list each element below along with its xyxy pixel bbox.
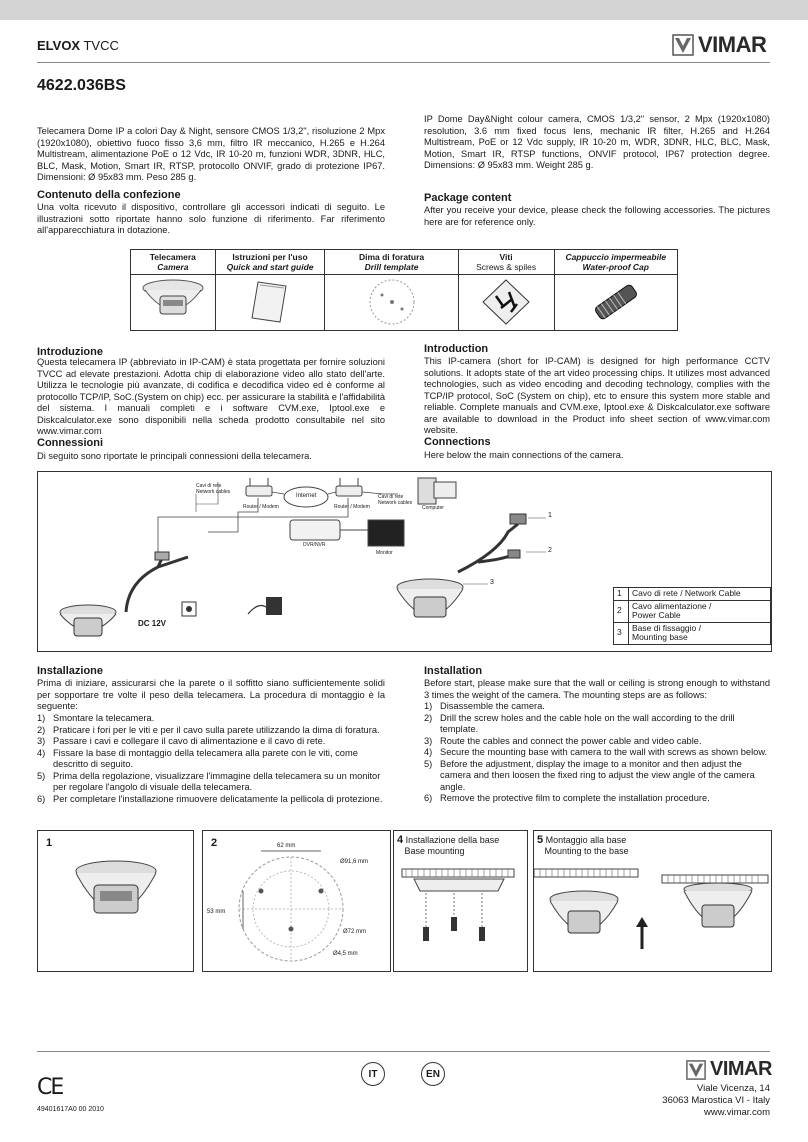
dim-72mm: Ø72 mm xyxy=(343,929,367,935)
acc-template-image xyxy=(325,275,458,331)
acc-template: Dima di foratura Drill template xyxy=(325,250,458,275)
product-code: 4622.036BS xyxy=(37,77,126,94)
brand-tvcc: TVCC xyxy=(80,38,119,53)
connection-diagram xyxy=(37,471,772,652)
legend-num-1: 1 xyxy=(614,588,629,601)
panel-1-number: 1 xyxy=(46,837,53,849)
en-description: IP Dome Day&Night colour camera, CMOS 1/3,2" sensor, 2 Mpx (1920x1080) resolution, 3.6 mm fixed focus lens, mechanic IR filter, H.265 and H.264 Multistream, PoE or 12 Vdc supply, IR 10-20 m, WDR, 3DNR, HLC, BLC, Mask, Motion, Smart IR, RTSP functions, ONVIF protocol, IP67 protection degree. Dimensions: Ø 95x83 mm. Weight 285 g. xyxy=(424,114,770,170)
lang-en-badge: EN xyxy=(421,1062,445,1086)
panel-4-caption: 4 Installazione della base Base mounting xyxy=(397,834,500,856)
en-contents-title: Package content xyxy=(424,192,512,204)
en-intro-text: This IP-camera (short for IP-CAM) is designed for high performance CCTV solutions. It adopts state of the art video processing chips. It utilizes most advanced technologies, such as video encoding and decoding technology, complies with the TCP/IP protocol, SoC (System on chip), etc to ensure this system more stable and reliable. Complete manuals and CVM.exe, Iptool.exe & Diskcalculator.exe software are available to download in the Product info sheet section of www.vimar.com website. xyxy=(424,356,770,435)
en-install-title: Installation xyxy=(424,665,483,677)
panel-2 xyxy=(202,830,391,972)
acc-cap: Cappuccio impermeabile Water-proof Cap xyxy=(554,250,677,275)
panel-4-drawing xyxy=(394,831,527,971)
en-conn-text: Here below the main connections of the camera. xyxy=(424,450,624,460)
diagram-callout-2: 2 xyxy=(548,547,552,554)
vimar-logo xyxy=(672,32,766,58)
it-description: Telecamera Dome IP a colori Day & Night, sensore CMOS 1/3,2", risoluzione 2 Mpx (1920x1080), obiettivo fuoco fisso 3,6 mm, filtro IR meccanico, H.265 e H.264 Multistream, alimentazione PoE o 12 Vdc, IR 10-20 m, funzioni WDR, 3DNR, HLC, BLC, Mask, Motion, Smart IR, RTSP, protocollo ONVIF, grado di protezione IP67. Dimensioni: Ø 95x83 mm. Peso 285 g. xyxy=(37,126,385,182)
en-step: 4) Secure the mounting base with camera to the wall with screws as shown below. xyxy=(424,747,768,757)
panel-5 xyxy=(533,830,772,972)
dim-91mm: Ø91,6 mm xyxy=(340,859,369,865)
dim-4-5mm: Ø4,5 mm xyxy=(333,951,358,957)
en-step: 3) Route the cables and connect the power cable and video cable. xyxy=(424,735,702,746)
it-step: 5) Prima della regolazione, visualizzare l'immagine della telecamera su un monitor per regolare l'angolo di visuale della telecamera. xyxy=(37,770,381,792)
diagram-callout-3: 3 xyxy=(490,579,494,586)
top-bar xyxy=(0,0,808,20)
panel-2-drawing xyxy=(203,831,390,971)
diagram-dc-label: DC 12V xyxy=(138,619,167,628)
footer-address xyxy=(662,1083,770,1119)
dim-53mm: 53 mm xyxy=(207,909,226,915)
en-install-intro: Before start, please make sure that the wall or ceiling is strong enough to withstand 3 times the weight of the camera. The mounting steps are as follows: xyxy=(424,678,770,700)
panel-1 xyxy=(37,830,194,972)
waterproof-cap-icon xyxy=(586,278,646,326)
footer-address-line2: 36063 Marostica VI - Italy xyxy=(662,1095,770,1106)
en-step: 6) Remove the protective film to complete the installation procedure. xyxy=(424,793,710,803)
diagram-cavi2-label: Cavi di rete Network cables xyxy=(378,494,413,506)
en-step: 2) Drill the screw holes and the cable hole on the wall according to the drill template. xyxy=(424,712,735,734)
it-contents-text: Una volta ricevuto il dispositivo, controllare gli accessori indicati di seguito. Le illustrazioni sotto riportate hanno solo funzione di riferimento. Far riferimento all'apparecchiatura in dotazione. xyxy=(37,202,385,235)
footer-address-line1: Viale Vicenza, 14 xyxy=(696,1083,770,1094)
camera-icon xyxy=(138,278,208,326)
it-step: 6) Per completare l'installazione rimuovere delicatamente la pellicola di protezione. xyxy=(37,793,383,804)
it-install-intro: Prima di iniziare, assicurarsi che la parete o il soffitto siano sufficientemente solidi per sopportare tre volte il peso della telecamera. La procedura di montaggio è la seguente: xyxy=(37,678,385,711)
panel-1-drawing xyxy=(38,831,193,971)
it-install-title: Installazione xyxy=(37,665,104,677)
legend-num-3: 3 xyxy=(614,622,629,644)
ce-mark: CE xyxy=(37,1075,63,1100)
footer-website-link[interactable]: www.vimar.com xyxy=(704,1107,770,1118)
diagram-callout-1: 1 xyxy=(548,512,552,519)
panel-2-number: 2 xyxy=(211,837,218,849)
diagram-router1-label: Router / Modem xyxy=(243,504,279,510)
acc-cap-image xyxy=(554,275,677,331)
it-step: 4) Fissare la base di montaggio della telecamera alla parete con le viti, come descritto di seguito. xyxy=(37,747,358,769)
footer-vimar-logo xyxy=(686,1058,772,1081)
panel-4 xyxy=(393,830,528,972)
accessories-table xyxy=(130,249,678,331)
it-step: 2) Praticare i fori per le viti e per il cavo sulla parete utilizzando la dima di foratura. xyxy=(37,724,380,735)
it-step: 3) Passare i cavi e collegare il cavo di alimentazione e il cavo di rete. xyxy=(37,736,326,746)
diagram-computer-label: Computer xyxy=(422,505,444,511)
acc-guide-image xyxy=(215,275,325,331)
it-step: 1) Smontare la telecamera. xyxy=(37,713,155,723)
lang-it-badge: IT xyxy=(361,1062,385,1086)
acc-camera-image xyxy=(131,275,216,331)
en-step: 1) Disassemble the camera. xyxy=(424,701,545,711)
acc-guide: Istruzioni per l'uso Quick and start guide xyxy=(215,250,325,275)
en-step: 5) Before the adjustment, display the image to a monitor and then adjust the camera and then loosen the fixed ring to adjust the view angle of the camera angle. xyxy=(424,758,755,792)
diagram-router2-label: Router / Modem xyxy=(334,504,370,510)
booklet-icon xyxy=(240,278,300,326)
diagram-monitor-label: Monitor xyxy=(376,550,393,556)
acc-camera: Telecamera Camera xyxy=(131,250,216,275)
it-conn-text: Di seguito sono riportate le principali connessioni della telecamera. xyxy=(37,451,312,461)
panel-5-caption: 5 Montaggio alla base Mounting to the base xyxy=(537,834,629,856)
en-conn-title: Connections xyxy=(424,436,491,448)
diagram-cavi-label: Cavi di rete Network cables xyxy=(196,483,231,495)
acc-screws-image xyxy=(458,275,554,331)
footer-vimar-logo-icon xyxy=(686,1060,706,1080)
footer-code: 49401617A0 00 2010 xyxy=(37,1106,104,1113)
legend-num-2: 2 xyxy=(614,600,629,622)
it-intro-text: Questa telecamera IP (abbreviato in IP-CAM) è stata progettata per fornire soluzioni TVCC ad elevate prestazioni. Adotta chip di elaborazione video allo stato dell'arte. Utilizza le tecnologie più avanzate, di codifica e decodifica video ed è conforme al protocollo TCP/IP, SoC.(System on chip) ecc. per assicurare la stabilità e l'affidabilità del sistema. I manuali completi e i software CVM.exe, Iptool.exe e Diskcalculator.exe sono disponibili nella scheda prodotto consultabile nel sito www.vimar.com xyxy=(37,357,385,436)
header-divider xyxy=(37,62,770,63)
drill-template-icon xyxy=(362,277,422,327)
diagram-internet-label: Internet xyxy=(296,493,317,499)
brand-line xyxy=(37,38,119,53)
acc-screws: Viti Screws & spiles xyxy=(458,250,554,275)
legend-label-1: Cavo di rete / Network Cable xyxy=(629,588,771,601)
en-contents-text: After you receive your device, please check the following accessories. The pictures here are for reference only. xyxy=(424,205,770,227)
screws-icon xyxy=(481,278,531,326)
it-conn-title: Connessioni xyxy=(37,437,104,449)
legend-label-3: Base di fissaggio / Mounting base xyxy=(629,622,771,644)
vimar-logo-icon xyxy=(672,34,694,56)
footer-vimar-logo-text: VIMAR xyxy=(710,1058,772,1080)
panel-5-drawing xyxy=(534,831,771,971)
footer-divider xyxy=(37,1051,770,1052)
en-intro-title: Introduction xyxy=(424,343,489,355)
brand-elvox: ELVOX xyxy=(37,38,81,53)
legend-label-2: Cavo alimentazione / Power Cable xyxy=(629,600,771,622)
it-contents-title: Contenuto della confezione xyxy=(37,189,181,201)
diagram-dvr-label: DVR/NVR xyxy=(303,542,326,548)
dim-62mm: 62 mm xyxy=(277,843,296,849)
it-install-steps xyxy=(37,713,385,805)
connection-legend-table xyxy=(613,587,771,645)
it-intro-title: Introduzione xyxy=(37,346,103,358)
en-install-steps xyxy=(424,701,770,805)
vimar-logo-text: VIMAR xyxy=(698,32,767,57)
